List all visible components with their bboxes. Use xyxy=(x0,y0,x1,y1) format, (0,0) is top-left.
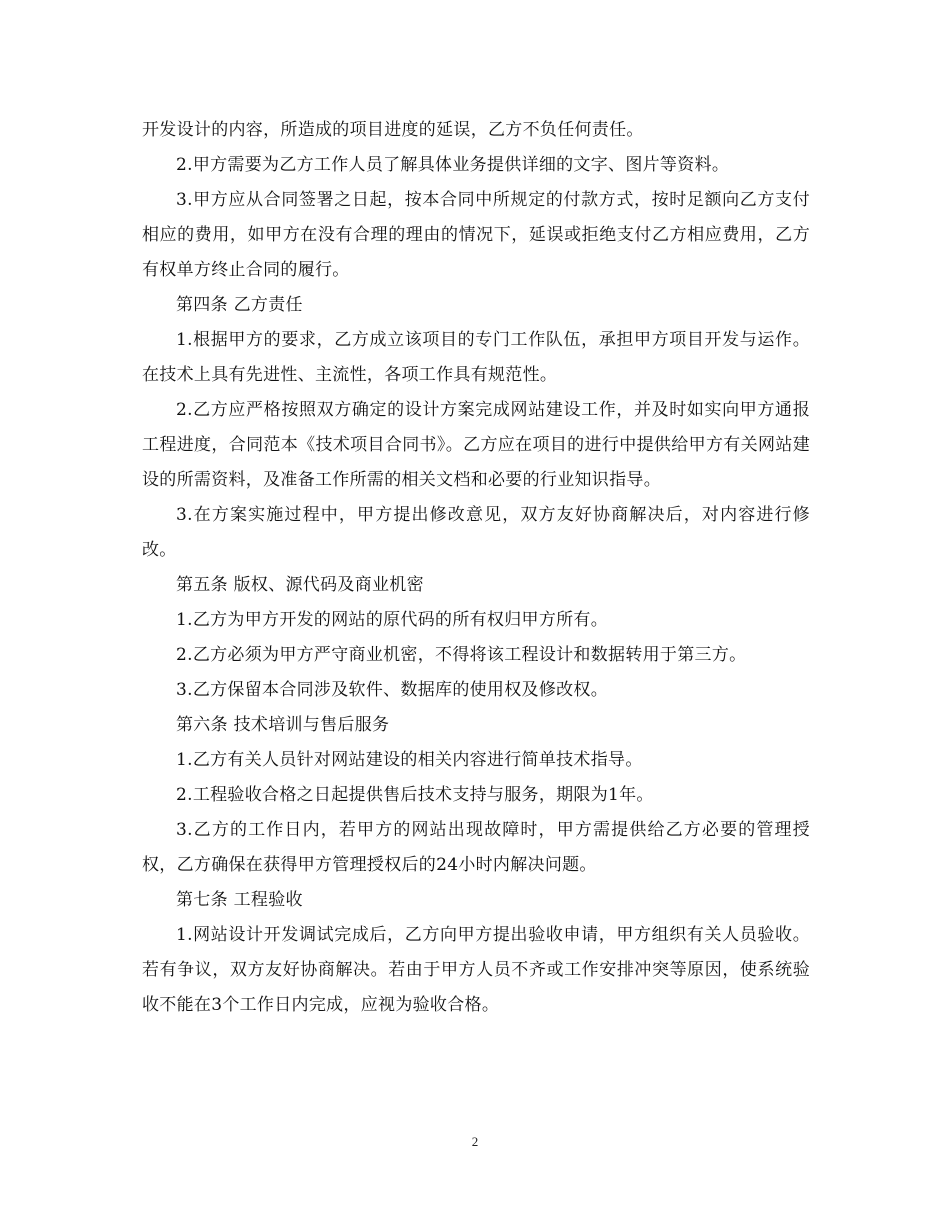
paragraph-item: 1.乙方为甲方开发的网站的原代码的所有权归甲方所有。 xyxy=(176,610,609,630)
article-heading-5: 第五条 版权、源代码及商业机密 xyxy=(176,575,424,595)
article-heading-7: 第七条 工程验收 xyxy=(176,890,303,910)
page-number: 2 xyxy=(471,1134,479,1149)
article-heading-6: 第六条 技术培训与售后服务 xyxy=(176,715,390,735)
paragraph-continuation: 开发设计的内容，所造成的项目进度的延误，乙方不负任何责任。 xyxy=(142,120,644,140)
paragraph-item: 1.根据甲方的要求，乙方成立该项目的专门工作队伍，承担甲方项目开发与运作。在技术上具有先进性、主流性，各项工作具有规范性。 xyxy=(142,330,810,385)
paragraph-item: 2.工程验收合格之日起提供售后技术支持与服务，期限为1年。 xyxy=(176,785,654,805)
paragraph-item: 2.乙方必须为甲方严守商业机密，不得将该工程设计和数据转用于第三方。 xyxy=(176,645,747,665)
paragraph-item: 1.网站设计开发调试完成后，乙方向甲方提出验收申请，甲方组织有关人员验收。若有争议，双方友好协商解决。若由于甲方人员不齐或工作安排冲突等原因，使系统验收不能在3个工作日内完成，应视为验收合格。 xyxy=(142,925,810,1015)
body-text xyxy=(142,113,810,1023)
article-heading-4: 第四条 乙方责任 xyxy=(176,295,303,315)
paragraph-item: 2.甲方需要为乙方工作人员了解具体业务提供详细的文字、图片等资料。 xyxy=(176,155,730,175)
paragraph-item: 3.乙方的工作日内，若甲方的网站出现故障时，甲方需提供给乙方必要的管理授权，乙方确保在获得甲方管理授权后的24小时内解决问题。 xyxy=(142,820,810,875)
paragraph-item: 3.甲方应从合同签署之日起，按本合同中所规定的付款方式，按时足额向乙方支付相应的费用，如甲方在没有合理的理由的情况下，延误或拒绝支付乙方相应费用，乙方有权单方终止合同的履行。 xyxy=(142,190,810,280)
paragraph-item: 3.乙方保留本合同涉及软件、数据库的使用权及修改权。 xyxy=(176,680,609,700)
paragraph-item: 1.乙方有关人员针对网站建设的相关内容进行简单技术指导。 xyxy=(176,750,643,770)
paragraph-item: 2.乙方应严格按照双方确定的设计方案完成网站建设工作，并及时如实向甲方通报工程进度，合同范本《技术项目合同书》。乙方应在项目的进行中提供给甲方有关网站建设的所需资料，及准备工作所需的相关文档和必要的行业知识指导。 xyxy=(142,400,810,490)
paragraph-item: 3.在方案实施过程中，甲方提出修改意见，双方友好协商解决后，对内容进行修改。 xyxy=(142,505,810,560)
